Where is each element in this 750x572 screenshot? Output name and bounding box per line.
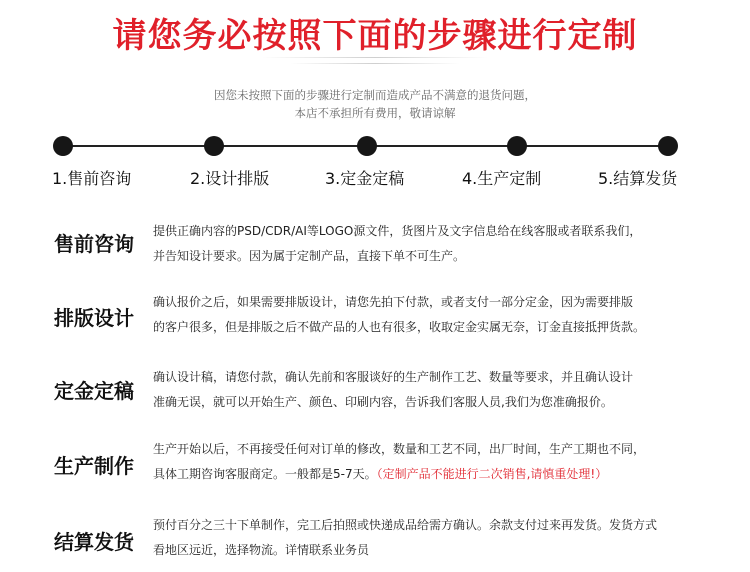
step-label: 5.结算发货	[598, 169, 678, 188]
divider	[262, 57, 488, 58]
divider	[290, 63, 460, 64]
section-body	[153, 290, 645, 340]
step-label: 2.设计排版	[190, 169, 270, 188]
section-line: 生产开始以后，不再接受任何对订单的修改，数量和工艺不同，出厂时间，生产工期也不同，	[153, 442, 646, 456]
section-title: 生产制作	[54, 454, 134, 478]
step-label: 4.生产定制	[462, 169, 542, 188]
section-line: 提供正确内容的PSD/CDR/AI等LOGO源文件，货图片及文字信息给在线客服或者联系我们，	[153, 224, 642, 238]
section-title: 定金定稿	[54, 379, 134, 403]
page-title: 请您务必按照下面的步骤进行定制	[112, 16, 638, 56]
section-body	[153, 437, 645, 487]
timeline-dot	[658, 136, 678, 156]
section-line: 准确无误，就可以开始生产、颜色、印刷内容，告诉我们客服人员,我们为您准确报价。	[153, 395, 613, 409]
section-line-text: 具体工期咨询客服商定。一般都是5-7天。	[153, 467, 377, 481]
section-body	[153, 513, 657, 563]
timeline-dot	[53, 136, 73, 156]
section-title: 售前咨询	[54, 232, 134, 256]
warning-text: （定制产品不能进行二次销售,请慎重处理!）	[376, 467, 608, 481]
step-label: 1.售前咨询	[52, 169, 132, 188]
section-title: 排版设计	[54, 306, 134, 330]
section-line: 确认报价之后，如果需要排版设计，请您先拍下付款，或者支付一部分定金，因为需要排版	[153, 295, 634, 309]
timeline-dot	[204, 136, 224, 156]
section-body	[153, 219, 641, 269]
section-line: 确认设计稿，请您付款，确认先前和客服谈好的生产制作工艺、数量等要求，并且确认设计	[153, 370, 634, 384]
section-line: 并告知设计要求。因为属于定制产品，直接下单不可生产。	[153, 249, 466, 263]
section-title: 结算发货	[54, 530, 134, 554]
step-label: 3.定金定稿	[325, 169, 405, 188]
section-line	[153, 462, 645, 487]
notice-line: 本店不承担所有费用，敬请谅解	[294, 106, 456, 120]
section-line: 预付百分之三十下单制作，完工后拍照或快递成品给需方确认。余款支付过来再发货。发货方式	[153, 518, 658, 532]
timeline-dot	[507, 136, 527, 156]
section-line: 看地区远近，选择物流。详情联系业务员	[153, 543, 370, 557]
section-line: 的客户很多，但是排版之后不做产品的人也有很多，收取定金实属无奈，订金直接抵押货款。	[153, 320, 646, 334]
timeline-dot	[357, 136, 377, 156]
section-body	[153, 365, 633, 415]
notice	[0, 86, 750, 122]
notice-line: 因您未按照下面的步骤进行定制而造成产品不满意的退货问题，	[214, 88, 536, 102]
